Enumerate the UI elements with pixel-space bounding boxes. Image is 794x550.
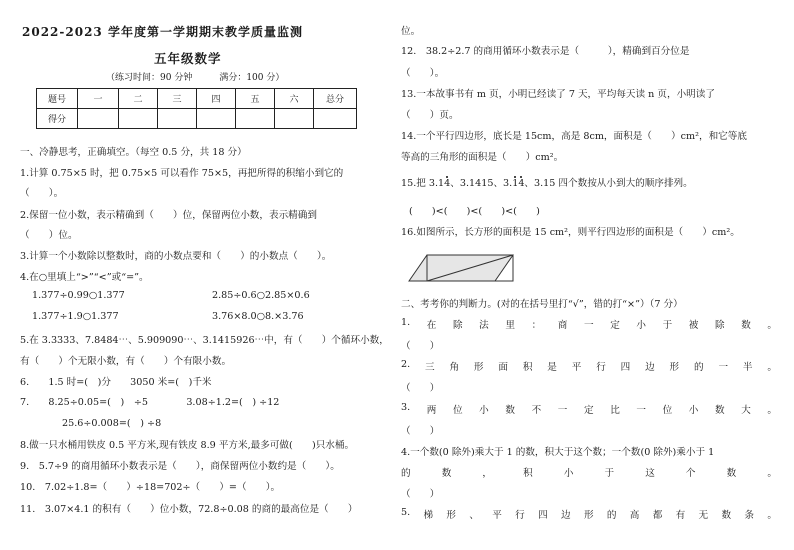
score-table-header-row [37, 89, 357, 109]
q13-line1: 13.一本故事书有 m 页，小明已经读了 7 天，平均每天读 n 页，小明读了 [401, 89, 715, 100]
judge1-char: 数 [741, 320, 751, 331]
q15-line1 [401, 175, 693, 189]
judge2-char: 边 [645, 362, 655, 373]
q1-line1: 1.计算 0.75×5 时，把 0.75×5 可以看作 75×5，再把所得的积缩小到它的 [20, 168, 344, 179]
q11-continued: 位。 [401, 26, 421, 37]
judge2-char: 四 [620, 362, 631, 373]
judge5-char: 行 [515, 510, 525, 521]
judge2-char: 积 [522, 362, 533, 373]
rectangle-parallelogram-figure [407, 245, 517, 291]
judge3-char: 。 [767, 405, 777, 416]
q6-line: 6. 1.5 时=( )分 3050 米=( )千米 [20, 377, 212, 388]
q4-item: 1.377÷1.9○1.377 [32, 311, 119, 322]
judge4-char: 于 [604, 468, 615, 479]
judge3-char: 定 [583, 405, 594, 416]
judge1-char: 被 [688, 320, 699, 331]
judge3-char: 两 [426, 405, 437, 416]
judge3-char: 小 [479, 405, 489, 416]
judge1-char: 小 [636, 320, 646, 331]
judge3-char: 小 [688, 405, 699, 416]
judge5-char: 平 [492, 510, 502, 521]
q12-line2: （ ）。 [401, 68, 445, 79]
q12-line1: 12. 38.2÷2.7 的商用循环小数表示是（ ），精确到百分位是 [401, 46, 690, 57]
judge5-char: 四 [538, 510, 548, 521]
judge3-char: 数 [715, 405, 725, 416]
judge5-char: 形 [446, 510, 456, 521]
judge1-char: 定 [610, 320, 620, 331]
judge3-char: 位 [452, 405, 463, 416]
q4-line: 4.在○里填上“>”“<”或“=”。 [20, 272, 149, 283]
judge5-char: 都 [652, 510, 663, 521]
judge1-char: 商 [557, 320, 568, 331]
judge3-char: 数 [505, 405, 515, 416]
judge4-char: 的 [401, 468, 411, 479]
q9-line: 9. 5.7÷9 的商用循环小数表示是（ ），商保留两位小数约是（ ）。 [20, 461, 340, 472]
judge2-answer[interactable]: （ ） [401, 383, 440, 394]
q4-item: 2.85÷0.6○2.85×0.6 [212, 290, 310, 301]
judge3-line [401, 402, 777, 416]
judge5-char: 。 [767, 510, 777, 521]
score-row-label: 得分 [37, 109, 78, 129]
judge2-char: 平 [571, 362, 582, 373]
judge5-char: 高 [629, 510, 640, 521]
q3-line: 3.计算一个小数除以整数时，商的小数点要和（ ）的小数点（ ）。 [20, 251, 332, 262]
judge2-char: 一 [718, 362, 729, 373]
judge5-char: 无 [698, 510, 709, 521]
q15-text: 、3.15 四个数按从小到大的顺序排列。 [524, 178, 693, 189]
score-cell[interactable] [119, 109, 158, 129]
judge2-char: 的 [694, 362, 704, 373]
judge5-char: 5. [401, 507, 411, 518]
score-header-cell: 三 [158, 89, 197, 109]
q2-line1: 2.保留一位小数，表示精确到（ ）位，保留两位小数，表示精确到 [20, 210, 317, 221]
judge4-line1: 4.一个数(0 除外)乘大于 1 的数，积大于这个数；一个数(0 除外)乘小于 1 [401, 447, 715, 458]
score-table [36, 88, 357, 129]
q7-line2: 25.6÷0.008=( ) ÷8 [62, 418, 162, 429]
judge2-char: 行 [596, 362, 606, 373]
judge1-char: 里 [505, 320, 515, 331]
score-cell[interactable] [236, 109, 275, 129]
score-cell[interactable] [197, 109, 236, 129]
judge1-char: 。 [767, 320, 777, 331]
q15-line2: ( )<( )<( )<( ) [409, 206, 540, 217]
judge4-char: 个 [685, 468, 696, 479]
repeating-digit: 4 [444, 178, 451, 189]
judge1-answer[interactable]: （ ） [401, 341, 440, 352]
judge3-answer[interactable]: （ ） [401, 426, 440, 437]
q5-line2: 有（ ）个无限小数，有（ ）个有限小数。 [20, 356, 232, 367]
judge4-char: 小 [563, 468, 574, 479]
judge2-char: 面 [498, 362, 508, 373]
judge1-char: 1. [401, 317, 411, 328]
exam-meta: （练习时间：90 分钟 满分：100 分） [106, 73, 285, 83]
q4-item: 3.76×8.0○8.×3.76 [212, 311, 304, 322]
judge4-char: 这 [645, 468, 655, 479]
score-cell[interactable] [158, 109, 197, 129]
judge4-char: 数 [441, 468, 452, 479]
q5-line1: 5.在 3.3333、7.8484⋯、5.909090⋯、3.1415926⋯中，有（ ）个循环小数， [20, 335, 389, 346]
judge3-char: 3. [401, 402, 411, 413]
judge2-char: 三 [425, 362, 435, 373]
judge2-char: 形 [669, 362, 680, 373]
judge1-char: 法 [479, 320, 489, 331]
score-header-cell: 总分 [314, 89, 357, 109]
judge4-char: 。 [767, 468, 777, 479]
judge5-char: 条 [744, 510, 754, 521]
judge2-char: 角 [449, 362, 460, 373]
judge3-char: 大 [741, 405, 751, 416]
score-header-cell: 四 [197, 89, 236, 109]
exam-title: 2022-2023 学年度第一学期期末教学质量监测 [22, 25, 303, 39]
judge4-char: 积 [523, 468, 533, 479]
score-header-cell: 题号 [37, 89, 78, 109]
q15-text: 15.把 3.1 [401, 178, 445, 189]
exam-subject: 五年级数学 [154, 51, 222, 66]
q15-text: 、3.1415、3. [450, 178, 513, 189]
judge4-char: 数 [726, 468, 737, 479]
judge2-char: 半 [742, 362, 753, 373]
repeating-digit: 4 [518, 178, 525, 189]
judge1-char: 除 [452, 320, 463, 331]
judge1-char: 在 [426, 320, 437, 331]
score-header-cell: 五 [236, 89, 275, 109]
judge1-char: ： [531, 320, 542, 331]
judge2-char: 2. [401, 359, 411, 370]
q2-line2: （ ）位。 [20, 230, 78, 241]
judge4-line2 [401, 465, 777, 479]
judge3-char: 不 [531, 405, 542, 416]
judge5-char: 有 [675, 510, 686, 521]
q14-line1: 14.一个平行四边形，底长是 15cm，高是 8cm，面积是（ ）cm²，和它等底 [401, 131, 747, 142]
repeating-digit: 1 [512, 178, 519, 189]
judge3-char: 一 [557, 405, 568, 416]
score-cell[interactable] [275, 109, 314, 129]
judge5-char: 数 [721, 510, 732, 521]
judge5-char: 边 [561, 510, 571, 521]
score-header-cell: 二 [119, 89, 158, 109]
judge2-line [401, 359, 777, 373]
judge2-char: 。 [767, 362, 777, 373]
judge1-char: 一 [583, 320, 594, 331]
parallelogram-shape [409, 255, 513, 281]
judge5-char: 形 [583, 510, 594, 521]
judge5-char: 的 [606, 510, 617, 521]
score-header-cell: 一 [78, 89, 119, 109]
judge4-char: ， [482, 468, 492, 479]
q8-line: 8.做一只水桶用铁皮 0.5 平方米,现有铁皮 8.9 平方米,最多可做( )只水桶。 [20, 440, 355, 451]
judge1-char: 除 [715, 320, 725, 331]
q10-line: 10. 7.02÷1.8=（ ）÷18=702÷（ ）=（ ）。 [20, 482, 281, 493]
judge4-answer[interactable]: （ ） [401, 489, 440, 500]
judge5-line [401, 507, 777, 521]
judge2-char: 形 [473, 362, 484, 373]
judge5-char: 梯 [423, 510, 434, 521]
judge5-char: 、 [469, 510, 479, 521]
score-cell[interactable] [314, 109, 357, 129]
judge2-char: 是 [547, 362, 557, 373]
judge1-char: 于 [662, 320, 673, 331]
q13-line2: （ ）页。 [401, 110, 459, 121]
q7-line1: 7. 8.25÷0.05=( ) ÷5 3.08÷1.2=( ) ÷12 [20, 397, 280, 408]
judge1-line [401, 317, 777, 331]
judge3-char: 一 [636, 405, 646, 416]
score-cell[interactable] [78, 109, 119, 129]
judge3-char: 位 [662, 405, 673, 416]
section1-heading: 一、冷静思考，正确填空。（每空 0.5 分，共 18 分） [20, 147, 247, 158]
q16-line: 16.如图所示，长方形的面积是 15 cm²，则平行四边形的面积是（ ）cm²。 [401, 227, 740, 238]
q14-line2: 等高的三角形的面积是（ ）cm²。 [401, 152, 564, 163]
judge3-char: 比 [610, 405, 620, 416]
score-table-score-row [37, 109, 357, 129]
section2-heading: 二、考考你的判断力。(对的在括号里打“√”，错的打“×”）（7 分） [401, 299, 683, 310]
q4-item: 1.377÷0.99○1.377 [32, 290, 125, 301]
score-header-cell: 六 [275, 89, 314, 109]
q11-line: 11. 3.07×4.1 的积有（ ）位小数，72.8÷0.08 的商的最高位是（ ） [20, 504, 358, 515]
q1-line2: （ ）。 [20, 188, 64, 199]
